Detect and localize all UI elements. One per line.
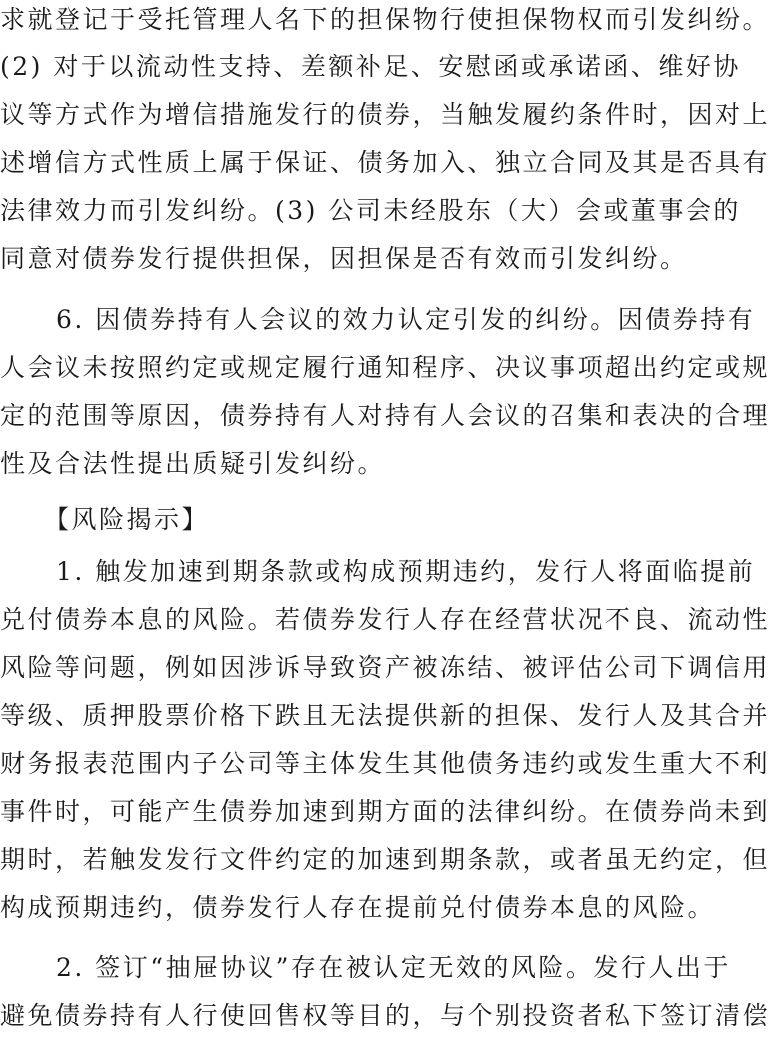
text-line: 兑付债券本息的风险。若债券发行人存在经营状况不良、流动性 <box>0 605 771 634</box>
text-line: 等级、质押股票价格下跌且无法提供新的担保、发行人及其合并 <box>0 701 771 730</box>
text-line: 法律效力而引发纠纷。(3) 公司未经股东（大）会或董事会的 <box>0 196 741 225</box>
text-line: 财务报表范围内子公司等主体发生其他债务违约或发生重大不利 <box>0 749 771 778</box>
text-line: 风险等问题，例如因涉诉导致资产被冻结、被评估公司下调信用 <box>0 653 771 682</box>
text-line: 述增信方式性质上属于保证、债务加入、独立合同及其是否具有 <box>0 148 771 177</box>
text-line: 同意对债券发行提供担保，因担保是否有效而引发纠纷。 <box>0 244 688 273</box>
text-line: (2) 对于以流动性支持、差额补足、安慰函或承诺函、维好协 <box>0 52 741 81</box>
text-line: 避免债券持有人行使回售权等目的，与个别投资者私下签订清偿 <box>0 1001 771 1030</box>
text-line: 人会议未按照约定或规定履行通知程序、决议事项超出约定或规 <box>0 353 771 382</box>
text-line: 议等方式作为增信措施发行的债券，当触发履约条件时，因对上 <box>0 100 771 129</box>
paragraph-first-line: 1. 触发加速到期条款或构成预期违约，发行人将面临提前 <box>56 557 756 586</box>
paragraph-first-line: 6. 因债券持有人会议的效力认定引发的纠纷。因债券持有 <box>56 305 756 334</box>
text-line: 定的范围等原因，债券持有人对持有人会议的召集和表决的合理 <box>0 401 771 430</box>
section-heading: 【风险揭示】 <box>44 505 210 534</box>
text-line: 事件时，可能产生债券加速到期方面的法律纠纷。在债券尚未到 <box>0 797 771 826</box>
text-line: 性及合法性提出质疑引发纠纷。 <box>0 449 386 478</box>
text-line: 求就登记于受托管理人名下的担保物行使担保物权而引发纠纷。 <box>0 5 771 34</box>
text-line: 期时，若触发发行文件约定的加速到期条款，或者虽无约定，但 <box>0 845 771 874</box>
paragraph-first-line: 2. 签订“抽屉协议”存在被认定无效的风险。发行人出于 <box>56 953 731 982</box>
text-line: 构成预期违约，债券发行人存在提前兑付债券本息的风险。 <box>0 893 716 922</box>
